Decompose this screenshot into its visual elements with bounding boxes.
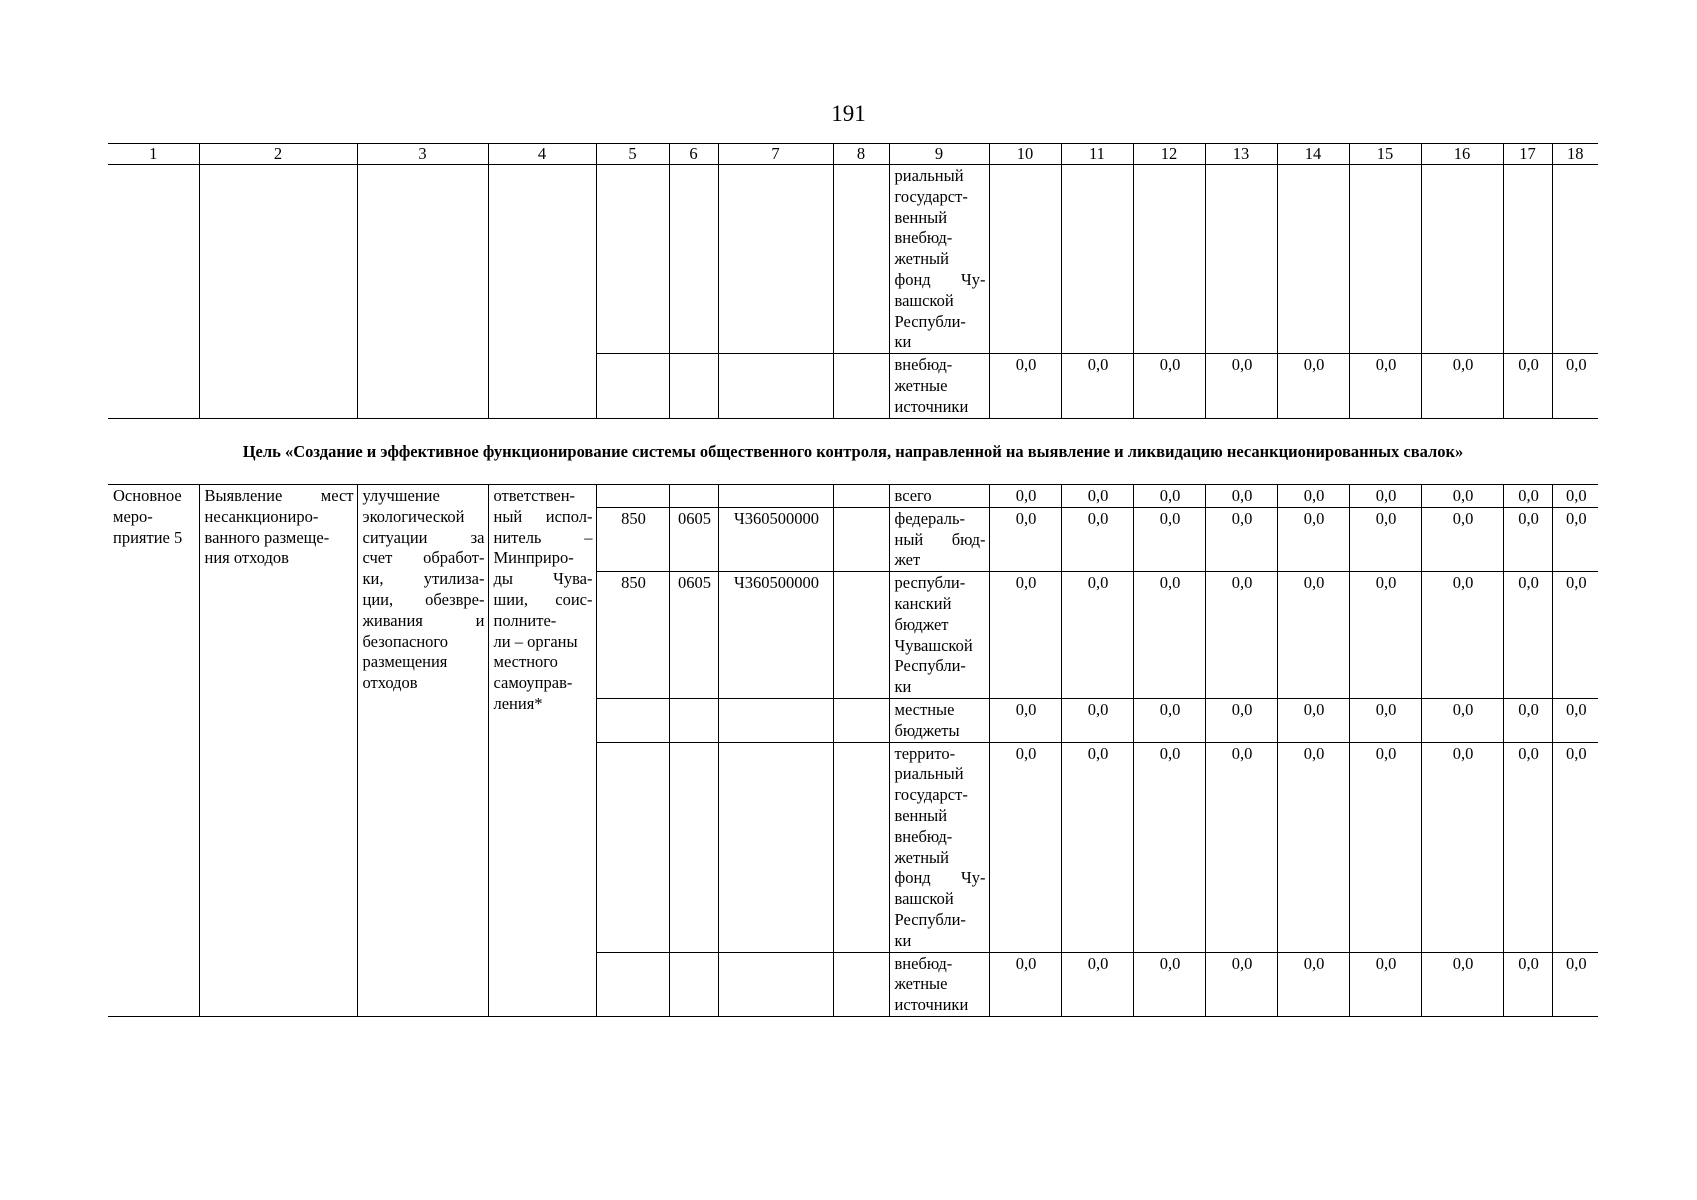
table-row: [108, 165, 1598, 354]
grbs-cell: 850: [596, 507, 669, 571]
value-cell: [1349, 165, 1421, 354]
value-cell: 0,0: [1133, 485, 1205, 508]
value-cell: 0,0: [1421, 698, 1503, 742]
empty-cell: [357, 165, 488, 419]
column-number: 6: [669, 144, 718, 165]
funding-source: внебюд- жетные источники: [889, 952, 989, 1016]
value-cell: 0,0: [1133, 952, 1205, 1016]
value-cell: 0,0: [1205, 485, 1277, 508]
value-cell: 0,0: [1277, 742, 1349, 952]
csr-cell: Ч360500000: [718, 507, 833, 571]
value-cell: [1421, 165, 1503, 354]
rz-cell: [669, 354, 718, 418]
empty-cell: [199, 165, 357, 419]
value-cell: 0,0: [1205, 572, 1277, 699]
value-cell: 0,0: [1349, 698, 1421, 742]
activity-goal: улучшение экологической ситуации за счет обработ- ки, утилиза- ции, обезвре- живания и безопасного размещения отходов: [357, 485, 488, 1017]
value-cell: 0,0: [1552, 507, 1598, 571]
empty-cell: [488, 165, 596, 419]
value-cell: 0,0: [1277, 698, 1349, 742]
value-cell: 0,0: [1277, 354, 1349, 418]
value-cell: 0,0: [989, 354, 1061, 418]
csr-cell: [718, 952, 833, 1016]
value-cell: [1503, 165, 1552, 354]
activity-executor: ответствен- ный испол- нитель – Минприро- ды Чува- шии, соис- полните- ли – органы местного самоуправ- ления*: [488, 485, 596, 1017]
rz-cell: [669, 165, 718, 354]
funding-source: риальный государст- венный внебюд- жетный фонд Чу- вашской Республи- ки: [889, 165, 989, 354]
funding-source: всего: [889, 485, 989, 508]
value-cell: 0,0: [1349, 952, 1421, 1016]
column-number: 15: [1349, 144, 1421, 165]
value-cell: 0,0: [1503, 952, 1552, 1016]
column-number: 11: [1061, 144, 1133, 165]
csr-cell: [718, 165, 833, 354]
empty-cell: [108, 165, 199, 419]
value-cell: 0,0: [1061, 354, 1133, 418]
activity-title: Выявление мест несанкциониро- ванного размеще- ния отходов: [199, 485, 357, 1017]
value-cell: 0,0: [989, 507, 1061, 571]
column-number: 4: [488, 144, 596, 165]
value-cell: [989, 165, 1061, 354]
value-cell: 0,0: [1503, 354, 1552, 418]
value-cell: 0,0: [1061, 507, 1133, 571]
column-number: 10: [989, 144, 1061, 165]
value-cell: 0,0: [1552, 572, 1598, 699]
vr-cell: [833, 165, 889, 354]
value-cell: 0,0: [1133, 698, 1205, 742]
value-cell: 0,0: [1503, 742, 1552, 952]
value-cell: 0,0: [989, 572, 1061, 699]
value-cell: 0,0: [1133, 572, 1205, 699]
value-cell: 0,0: [1205, 507, 1277, 571]
grbs-cell: [596, 952, 669, 1016]
activity-table: [108, 484, 1598, 1017]
value-cell: 0,0: [1277, 952, 1349, 1016]
continuation-table: [108, 143, 1598, 419]
column-number-row: [108, 144, 1598, 165]
vr-cell: [833, 485, 889, 508]
column-number: 7: [718, 144, 833, 165]
rz-cell: [669, 742, 718, 952]
column-number: 18: [1552, 144, 1598, 165]
vr-cell: [833, 698, 889, 742]
value-cell: 0,0: [1205, 698, 1277, 742]
value-cell: 0,0: [1133, 354, 1205, 418]
value-cell: 0,0: [1503, 698, 1552, 742]
column-number: 13: [1205, 144, 1277, 165]
column-number: 2: [199, 144, 357, 165]
vr-cell: [833, 507, 889, 571]
value-cell: 0,0: [1277, 507, 1349, 571]
value-cell: 0,0: [1503, 572, 1552, 699]
page-number: 191: [831, 101, 866, 126]
csr-cell: [718, 742, 833, 952]
grbs-cell: [596, 698, 669, 742]
value-cell: 0,0: [1277, 485, 1349, 508]
value-cell: [1552, 165, 1598, 354]
value-cell: 0,0: [1133, 507, 1205, 571]
csr-cell: [718, 354, 833, 418]
vr-cell: [833, 952, 889, 1016]
value-cell: 0,0: [1421, 572, 1503, 699]
vr-cell: [833, 572, 889, 699]
value-cell: [1061, 165, 1133, 354]
value-cell: 0,0: [1205, 354, 1277, 418]
column-number: 14: [1277, 144, 1349, 165]
funding-source: террито- риальный государст- венный внебюд- жетный фонд Чу- вашской Республи- ки: [889, 742, 989, 952]
value-cell: 0,0: [1061, 572, 1133, 699]
value-cell: 0,0: [1503, 507, 1552, 571]
column-number: 17: [1503, 144, 1552, 165]
funding-source: республи- канский бюджет Чувашской Республи- ки: [889, 572, 989, 699]
value-cell: [1133, 165, 1205, 354]
column-number: 12: [1133, 144, 1205, 165]
activity-number: Основное меро- приятие 5: [108, 485, 199, 1017]
column-number: 5: [596, 144, 669, 165]
value-cell: 0,0: [1552, 354, 1598, 418]
csr-cell: [718, 698, 833, 742]
value-cell: 0,0: [1421, 742, 1503, 952]
rz-cell: [669, 698, 718, 742]
value-cell: 0,0: [1503, 485, 1552, 508]
csr-cell: Ч360500000: [718, 572, 833, 699]
value-cell: 0,0: [1349, 572, 1421, 699]
grbs-cell: [596, 354, 669, 418]
grbs-cell: [596, 742, 669, 952]
value-cell: 0,0: [1349, 742, 1421, 952]
value-cell: 0,0: [989, 952, 1061, 1016]
value-cell: 0,0: [1421, 952, 1503, 1016]
value-cell: 0,0: [1061, 742, 1133, 952]
funding-source: федераль- ный бюд- жет: [889, 507, 989, 571]
rz-cell: [669, 952, 718, 1016]
funding-source: местные бюджеты: [889, 698, 989, 742]
goal-heading: Цель «Создание и эффективное функционирование системы общественного контроля, направленной на выявление и ликвидацию несанкционированных свалок»: [242, 442, 1464, 461]
value-cell: 0,0: [1133, 742, 1205, 952]
value-cell: 0,0: [989, 485, 1061, 508]
value-cell: 0,0: [1277, 572, 1349, 699]
value-cell: 0,0: [1552, 698, 1598, 742]
vr-cell: [833, 742, 889, 952]
value-cell: 0,0: [1349, 507, 1421, 571]
value-cell: 0,0: [1205, 952, 1277, 1016]
value-cell: 0,0: [989, 698, 1061, 742]
column-number: 9: [889, 144, 989, 165]
value-cell: 0,0: [1421, 354, 1503, 418]
value-cell: 0,0: [1349, 485, 1421, 508]
table-row: [108, 485, 1598, 508]
value-cell: 0,0: [1552, 485, 1598, 508]
value-cell: 0,0: [989, 742, 1061, 952]
column-number: 3: [357, 144, 488, 165]
grbs-cell: [596, 485, 669, 508]
funding-source: внебюд- жетные источники: [889, 354, 989, 418]
value-cell: 0,0: [1205, 742, 1277, 952]
value-cell: 0,0: [1061, 952, 1133, 1016]
rz-cell: 0605: [669, 507, 718, 571]
value-cell: 0,0: [1061, 698, 1133, 742]
value-cell: 0,0: [1421, 507, 1503, 571]
value-cell: [1277, 165, 1349, 354]
column-number: 8: [833, 144, 889, 165]
value-cell: 0,0: [1552, 742, 1598, 952]
grbs-cell: [596, 165, 669, 354]
value-cell: 0,0: [1349, 354, 1421, 418]
value-cell: 0,0: [1061, 485, 1133, 508]
column-number: 1: [108, 144, 199, 165]
grbs-cell: 850: [596, 572, 669, 699]
column-number: 16: [1421, 144, 1503, 165]
rz-cell: [669, 485, 718, 508]
value-cell: [1205, 165, 1277, 354]
csr-cell: [718, 485, 833, 508]
vr-cell: [833, 354, 889, 418]
rz-cell: 0605: [669, 572, 718, 699]
value-cell: 0,0: [1421, 485, 1503, 508]
value-cell: 0,0: [1552, 952, 1598, 1016]
